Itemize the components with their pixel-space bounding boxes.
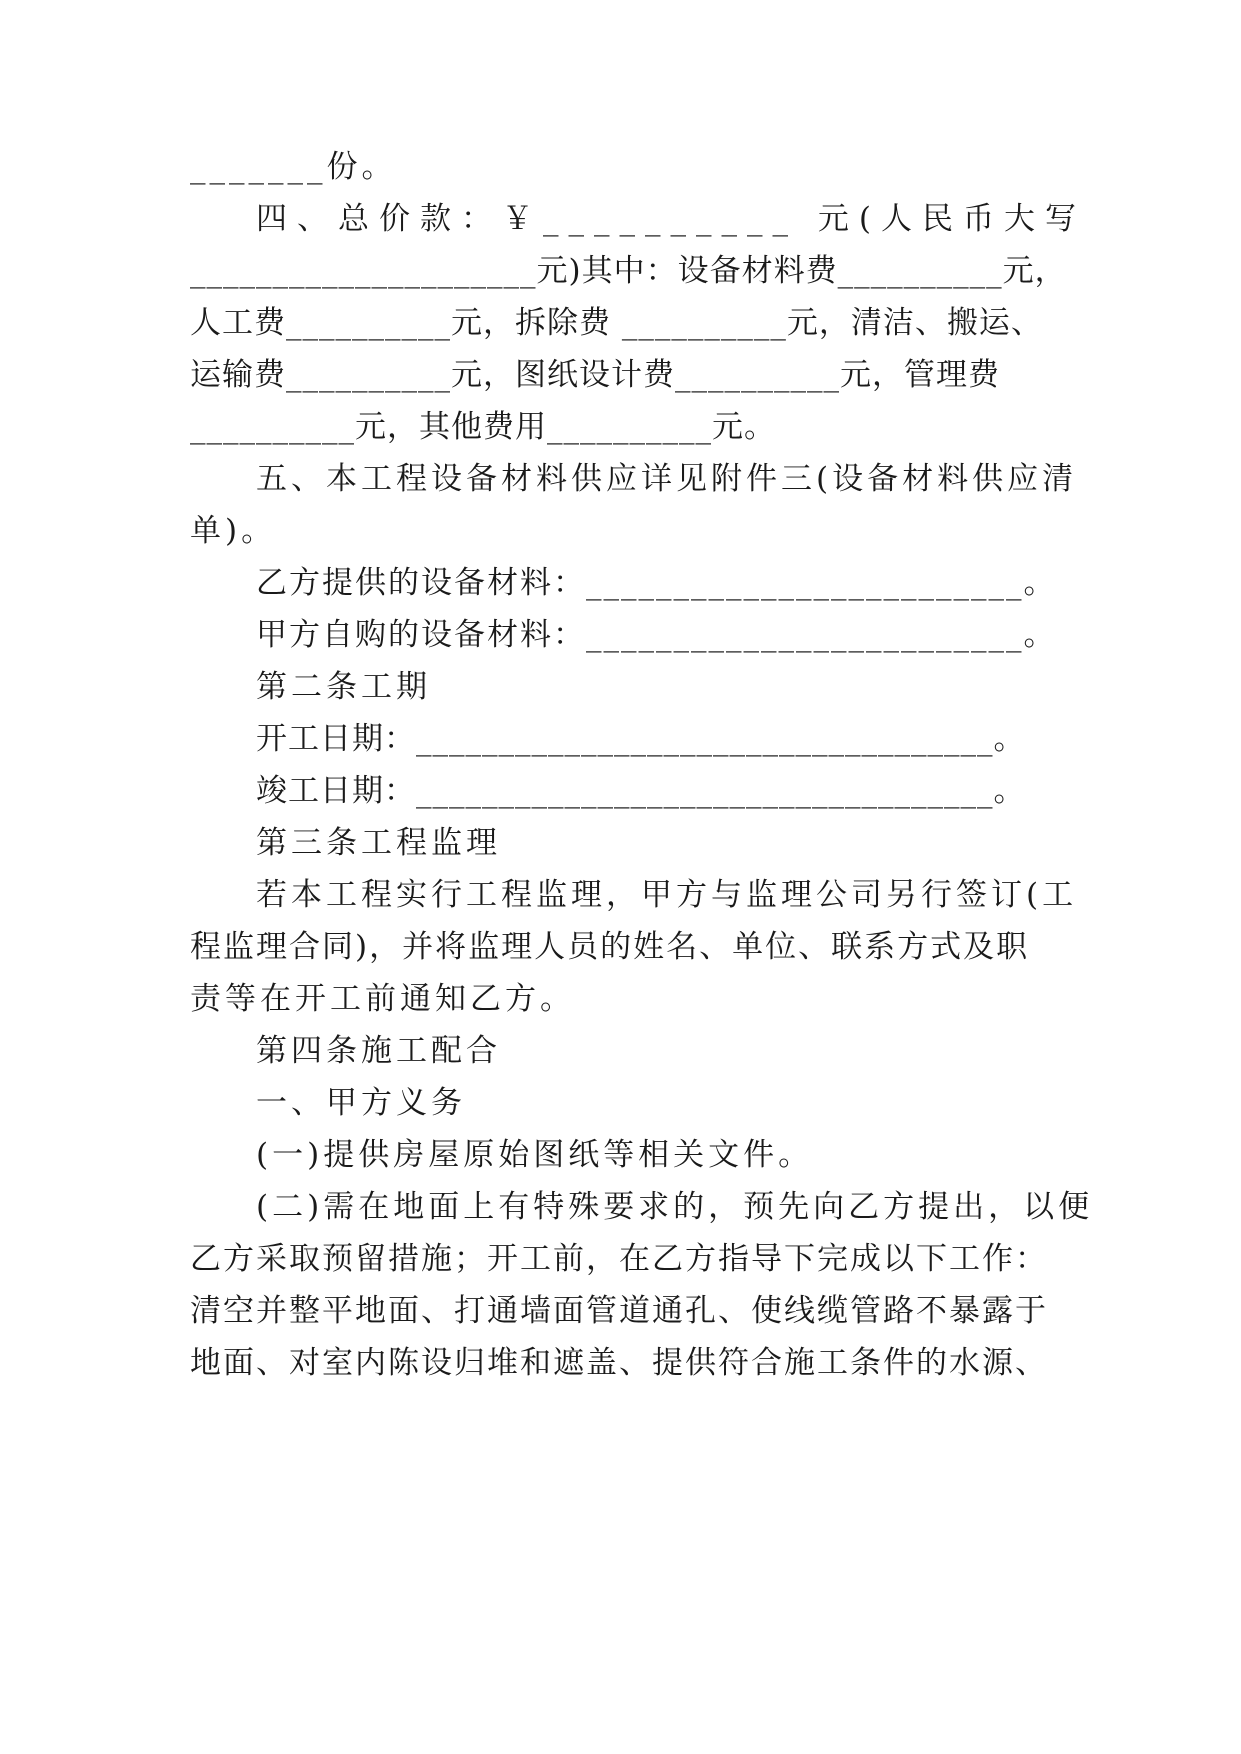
text-line: 乙方采取预留措施；开工前，在乙方指导下完成以下工作： xyxy=(190,1241,1048,1277)
text-line: _____________________元)其中：设备材料费__________元， xyxy=(190,253,1067,289)
text-line: 运输费__________元，图纸设计费__________元，管理费 xyxy=(190,357,1000,393)
section-heading: 一、甲方义务 xyxy=(256,1085,466,1121)
text-line: 若本工程实行工程监理，甲方与监理公司另行签订(工 xyxy=(256,877,1078,913)
text-line: 五、本工程设备材料供应详见附件三(设备材料供应清 xyxy=(256,461,1078,497)
text-line: 甲方自购的设备材料：_________________________。 xyxy=(256,617,1057,653)
text-line: _______份。 xyxy=(190,149,397,185)
text-line: 地面、对室内陈设归堆和遮盖、提供符合施工条件的水源、 xyxy=(190,1345,1048,1381)
text-line: 人工费__________元，拆除费 __________元，清洁、搬运、 xyxy=(190,305,1043,341)
text-line: 竣工日期：___________________________________。 xyxy=(256,773,1026,809)
text-line: (一)提供房屋原始图纸等相关文件。 xyxy=(256,1137,814,1173)
section-heading: 第四条施工配合 xyxy=(256,1033,501,1069)
section-heading: 第二条工期 xyxy=(256,669,431,705)
text-line: 四、总价款：￥__________ 元(人民币大写 xyxy=(256,201,1086,237)
text-line: (二)需在地面上有特殊要求的，预先向乙方提出，以便 xyxy=(256,1189,1094,1225)
text-line: __________元，其他费用__________元。 xyxy=(190,409,776,445)
text-line: 责等在开工前通知乙方。 xyxy=(190,981,575,1017)
text-line: 程监理合同)，并将监理人员的姓名、单位、联系方式及职 xyxy=(190,929,1030,965)
section-heading: 第三条工程监理 xyxy=(256,825,501,861)
text-line: 开工日期：___________________________________。 xyxy=(256,721,1026,757)
text-line: 乙方提供的设备材料：_________________________。 xyxy=(256,565,1057,601)
text-line: 单)。 xyxy=(190,513,277,549)
text-line: 清空并整平地面、打通墙面管道通孔、使线缆管路不暴露于 xyxy=(190,1293,1048,1329)
